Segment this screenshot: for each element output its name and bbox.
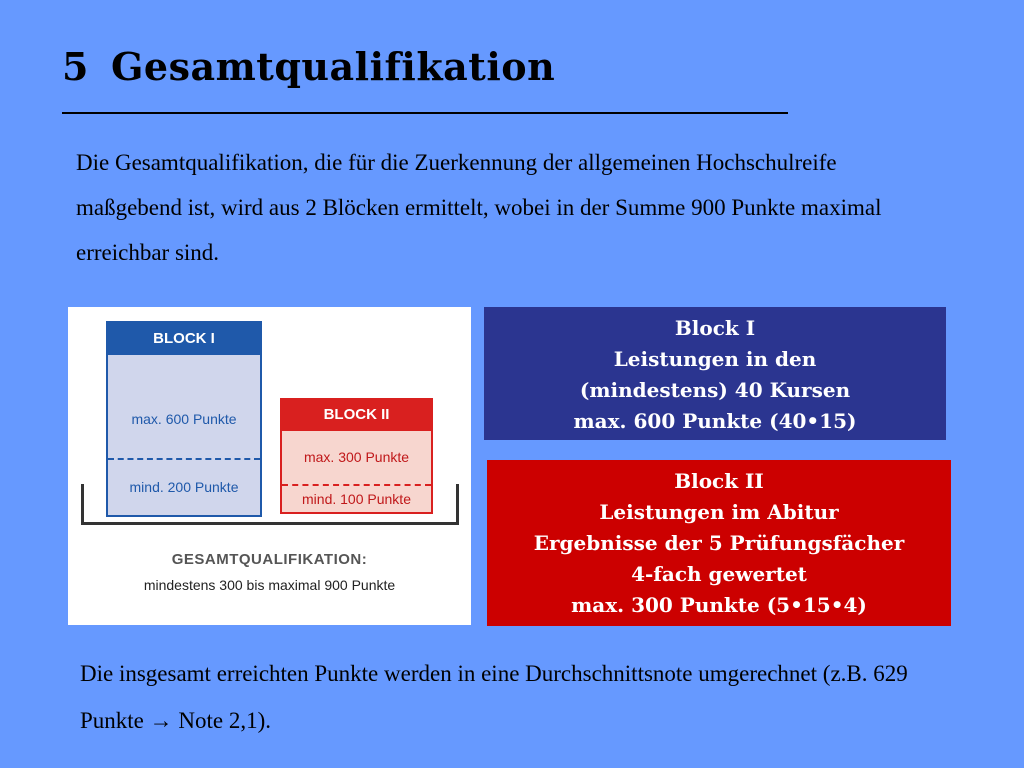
block2-info-box bbox=[487, 460, 951, 626]
block1-header: BLOCK I bbox=[106, 321, 262, 355]
block1-min-label: mind. 200 Punkte bbox=[129, 479, 239, 495]
block2-line: Leistungen im Abitur bbox=[599, 500, 839, 524]
intro-paragraph: Die Gesamtqualifikation, die für die Zuerkennung der allgemeinen Hochschulreife maßgebend ist, wird aus 2 Blöcken ermittelt, wobei in der Summe 900 Punkte maximal erreichbar sind. bbox=[76, 150, 882, 265]
block1-points: max. 600 Punkte (40•15) bbox=[573, 409, 857, 433]
outro-paragraph: Die insgesamt erreichten Punkte werden in eine Durchschnittsnote umgerechnet (z.B. 629 Punkte → Note 2,1). bbox=[80, 661, 908, 733]
block1-title: Block I bbox=[674, 316, 756, 340]
block1-max-label: max. 600 Punkte bbox=[131, 411, 237, 427]
block2-points: max. 300 Punkte (5•15•4) bbox=[571, 593, 867, 617]
slide-title bbox=[62, 44, 555, 89]
total-tray bbox=[81, 484, 459, 525]
block2-title: Block II bbox=[674, 469, 764, 493]
diagram-caption-title: GESAMTQUALIFIKATION: bbox=[171, 551, 368, 568]
diagram-caption-text: mindestens 300 bis maximal 900 Punkte bbox=[143, 577, 396, 593]
title-text: Gesamtqualifikation bbox=[110, 44, 556, 89]
section-number: 5 bbox=[62, 44, 89, 89]
block1-info-box bbox=[484, 307, 946, 440]
qualification-diagram bbox=[68, 307, 471, 625]
block2-min-label: mind. 100 Punkte bbox=[302, 491, 411, 507]
block2-line: Ergebnisse der 5 Prüfungsfächer bbox=[533, 531, 905, 555]
block2-max-label: max. 300 Punkte bbox=[303, 449, 410, 465]
block1-min-line bbox=[108, 458, 260, 460]
block2-line: 4-fach gewertet bbox=[631, 562, 807, 586]
block2-header: BLOCK II bbox=[280, 398, 433, 431]
block1-line: Leistungen in den bbox=[613, 347, 817, 371]
title-underline bbox=[62, 112, 788, 114]
block1-line: (mindestens) 40 Kursen bbox=[579, 378, 851, 402]
